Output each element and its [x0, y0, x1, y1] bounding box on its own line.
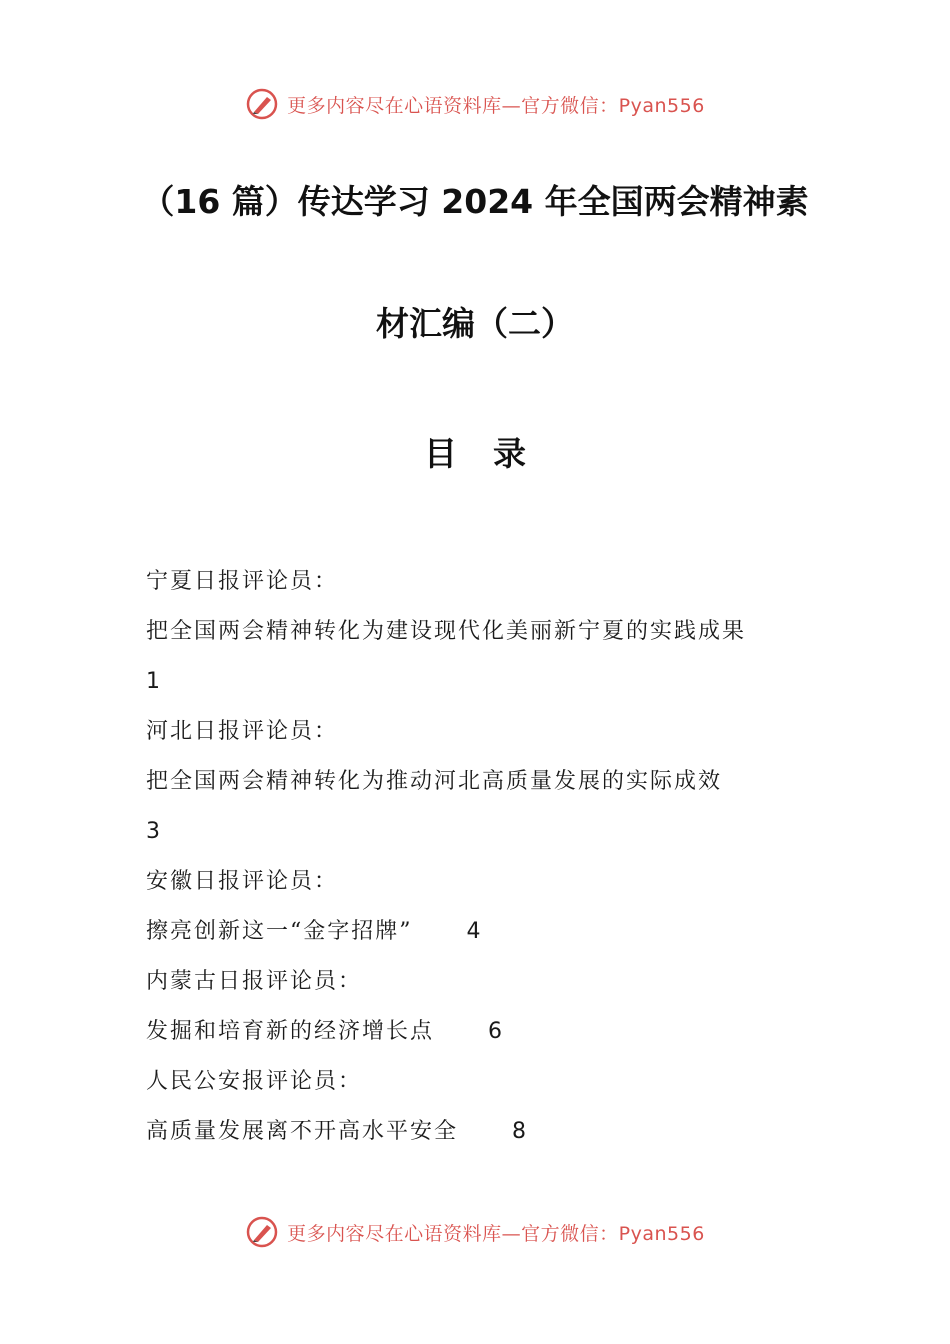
- toc-page: 4: [466, 919, 481, 944]
- wechat-id: Pyan556: [618, 1222, 705, 1245]
- header-watermark: [0, 82, 950, 126]
- document-title-line-1: （16 篇）传达学习 2024 年全国两会精神素: [141, 182, 809, 221]
- wechat-id: Pyan556: [618, 94, 705, 117]
- toc-title: 发掘和培育新的经济增长点: [146, 1019, 435, 1044]
- pen-logo-icon: [245, 1215, 279, 1249]
- banner-text: 更多内容尽在心语资料库—官方微信：Pyan556: [287, 94, 705, 117]
- toc-page: 6: [488, 1019, 503, 1044]
- banner-text: 更多内容尽在心语资料库—官方微信：Pyan556: [287, 1222, 705, 1245]
- toc-page: 3: [146, 819, 160, 844]
- toc-author: 河北日报评论员：: [146, 719, 339, 744]
- toc-entry: [146, 1010, 826, 1060]
- pen-logo-icon: [245, 87, 279, 121]
- toc-page: 8: [512, 1119, 527, 1144]
- toc-author: 宁夏日报评论员：: [146, 569, 339, 594]
- toc-heading: 目录: [424, 434, 562, 473]
- toc-title: 擦亮创新这一“金字招牌”: [146, 919, 413, 944]
- toc-page: 1: [146, 669, 160, 694]
- toc-entry: [146, 1110, 826, 1160]
- toc-author: 安徽日报评论员：: [146, 869, 339, 894]
- toc-title: 把全国两会精神转化为推动河北高质量发展的实际成效: [146, 769, 723, 794]
- document-title-line-2: 材汇编（二）: [376, 304, 574, 343]
- toc-title: 把全国两会精神转化为建设现代化美丽新宁夏的实践成果: [146, 619, 747, 644]
- footer-watermark: [0, 1210, 950, 1254]
- toc-entry: [146, 910, 826, 960]
- toc-title: 高质量发展离不开高水平安全: [146, 1119, 459, 1144]
- toc-author: 内蒙古日报评论员：: [146, 969, 363, 994]
- table-of-contents: [146, 560, 826, 1160]
- toc-author: 人民公安报评论员：: [146, 1069, 363, 1094]
